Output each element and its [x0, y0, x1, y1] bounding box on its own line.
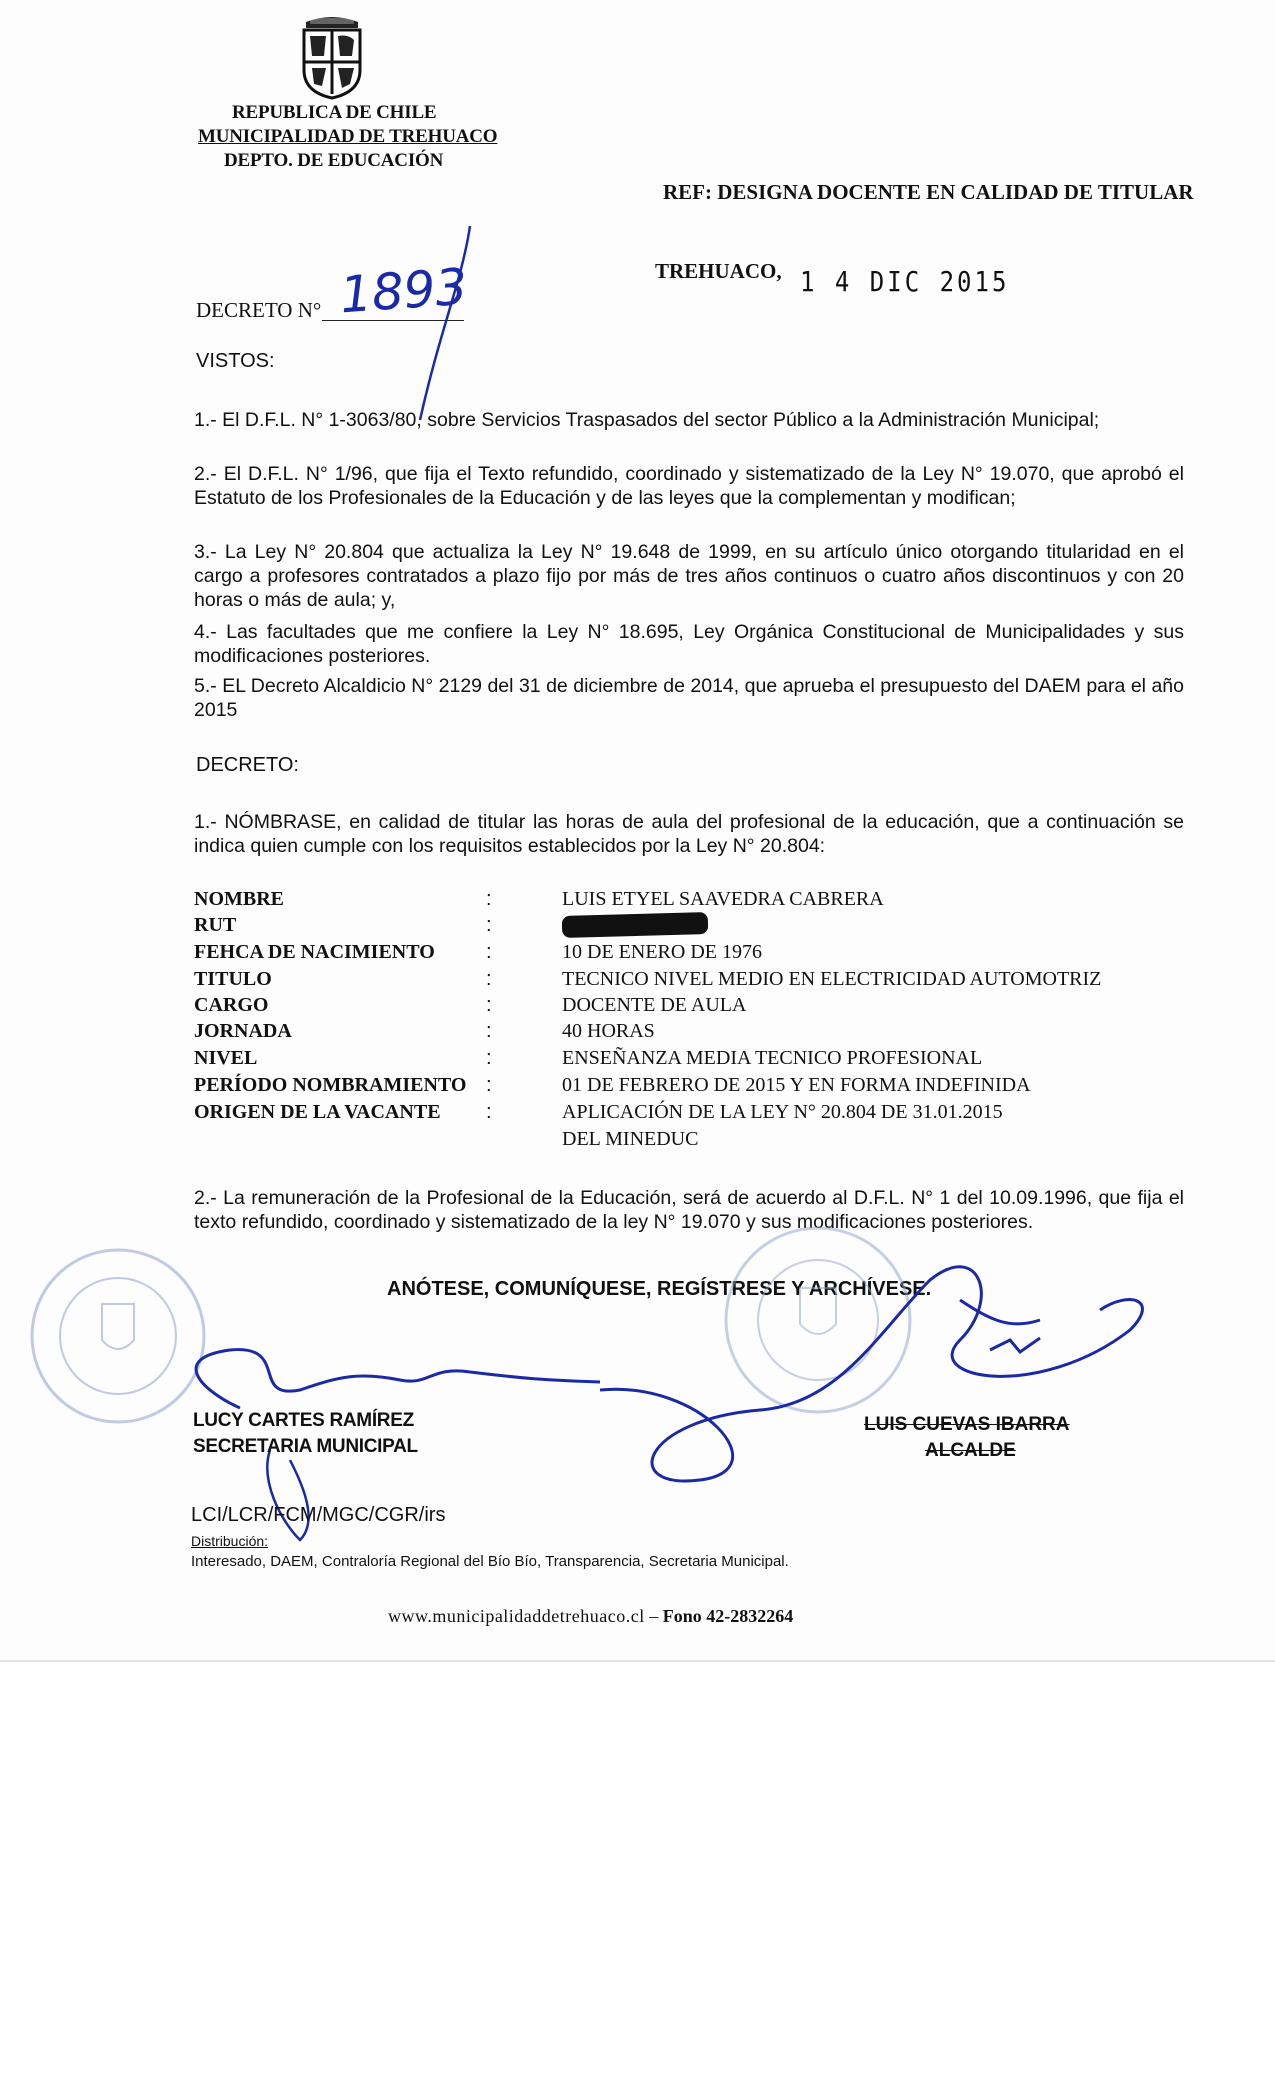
- details-label: TITULO: [194, 968, 272, 990]
- mayor-seal: [726, 1228, 910, 1412]
- details-label: PERÍODO NOMBRAMIENTO: [194, 1074, 467, 1096]
- footer-separator: –: [649, 1606, 659, 1626]
- details-separator: :: [486, 1101, 492, 1123]
- header-municipality: MUNICIPALIDAD DE TREHUACO: [198, 126, 498, 147]
- details-separator: :: [486, 1020, 492, 1042]
- header-department: DEPTO. DE EDUCACIÓN: [224, 150, 444, 171]
- secretary-name: LUCY CARTES RAMÍREZ: [193, 1410, 414, 1431]
- details-row: [194, 888, 1154, 914]
- details-label: FEHCA DE NACIMIENTO: [194, 941, 435, 963]
- vistos-item-4: 4.- Las facultades que me confiere la Ley N° 18.695, Ley Orgánica Constitucional de Municipalidades y sus modificaciones posteriores.: [194, 621, 1184, 667]
- responsibility-initials: LCI/LCR/FCM/MGC/CGR/irs: [191, 1504, 446, 1526]
- decreto-item-2: 2.- La remuneración de la Profesional de la Educación, será de acuerdo al D.F.L. N° 1 del 10.09.1996, que fija el texto refundido, coordinado y sistematizado de la ley N° 19.070 y sus modificaciones posteriores.: [194, 1187, 1184, 1233]
- details-row: [194, 914, 1154, 940]
- footer-phone: Fono 42-2832264: [662, 1606, 794, 1626]
- vistos-item-3: 3.- La Ley N° 20.804 que actualiza la Ley N° 19.648 de 1999, en su artículo único otorgando titularidad en el cargo a profesores contratados a plazo fijo por más de tres años continuos o cuatro años discontinuos y con 20 horas o más de aula; y,: [194, 541, 1184, 611]
- vistos-heading: VISTOS:: [196, 350, 275, 372]
- details-row: [194, 994, 1154, 1020]
- details-row: [194, 1074, 1154, 1100]
- decreto-item-1: 1.- NÓMBRASE, en calidad de titular las horas de aula del profesional de la educación, que a continuación se indica quien cumple con los requisitos establecidos por la Ley N° 20.804:: [194, 811, 1184, 857]
- details-row: [194, 941, 1154, 967]
- vistos-item-2: 2.- El D.F.L. N° 1/96, que fija el Texto refundido, coordinado y sistematizado de la Ley N° 19.070, que aprobó el Estatuto de los Profesionales de la Educación y de las leyes que la complementan y modifican;: [194, 463, 1184, 509]
- decreto-heading: DECRETO:: [196, 754, 299, 776]
- details-label: JORNADA: [194, 1020, 292, 1042]
- details-separator: :: [486, 994, 492, 1016]
- details-value: TECNICO NIVEL MEDIO EN ELECTRICIDAD AUTOMOTRIZ: [562, 968, 1102, 990]
- details-separator: :: [486, 941, 492, 963]
- distribution-label: Distribución:: [191, 1533, 269, 1549]
- details-label: NOMBRE: [194, 888, 284, 910]
- secretary-signature: [196, 1350, 600, 1408]
- details-row: [194, 1047, 1154, 1073]
- details-label: ORIGEN DE LA VACANTE: [194, 1101, 441, 1123]
- details-row: [194, 1128, 1154, 1154]
- details-row: [194, 968, 1154, 994]
- reference-title: REF: DESIGNA DOCENTE EN CALIDAD DE TITULAR: [663, 180, 1194, 204]
- vistos-item-5: 5.- EL Decreto Alcaldicio N° 2129 del 31 de diciembre de 2014, que aprueba el presupuesto del DAEM para el año 2015: [194, 675, 1184, 721]
- details-label: NIVEL: [194, 1047, 258, 1069]
- vistos-item-1: 1.- El D.F.L. N° 1-3063/80, sobre Servicios Traspasados del sector Público a la Administración Municipal;: [194, 409, 1100, 431]
- date-stamp: 1 4 DIC 2015: [800, 265, 1010, 299]
- decree-number-rule: [322, 320, 464, 321]
- details-value: 40 HORAS: [562, 1020, 655, 1042]
- place-label: TREHUACO,: [655, 259, 782, 283]
- details-value: LUIS ETYEL SAAVEDRA CABRERA: [562, 888, 884, 910]
- details-row: [194, 1101, 1154, 1127]
- details-value: DOCENTE DE AULA: [562, 994, 747, 1016]
- decree-number: 1893: [338, 257, 470, 325]
- details-separator: :: [486, 914, 492, 936]
- details-value: ENSEÑANZA MEDIA TECNICO PROFESIONAL: [562, 1047, 983, 1069]
- decree-number-label: DECRETO N°: [196, 298, 322, 322]
- secretary-title: SECRETARIA MUNICIPAL: [193, 1436, 418, 1457]
- details-value: [562, 914, 708, 939]
- closing-formula: ANÓTESE, COMUNÍQUESE, REGÍSTRESE Y ARCHÍVESE.: [387, 1278, 932, 1300]
- decree-number-slash: [420, 226, 470, 420]
- municipal-secretary-seal: [32, 1250, 204, 1422]
- details-value: APLICACIÓN DE LA LEY N° 20.804 DE 31.01.2015: [562, 1101, 1003, 1123]
- coat-of-arms-icon: [296, 14, 368, 100]
- details-label: CARGO: [194, 994, 269, 1016]
- mayor-title: ALCALDE: [925, 1440, 1016, 1461]
- header-republic: REPUBLICA DE CHILE: [232, 102, 437, 123]
- details-row: [194, 1020, 1154, 1046]
- details-label: RUT: [194, 914, 237, 936]
- distribution-list: Interesado, DAEM, Contraloría Regional del Bío Bío, Transparencia, Secretaria Municipal.: [191, 1553, 789, 1570]
- details-separator: :: [486, 1047, 492, 1069]
- mayor-name: LUIS CUEVAS IBARRA: [864, 1414, 1070, 1435]
- details-separator: :: [486, 888, 492, 910]
- footer-website: www.municipalidaddetrehuaco.cl: [388, 1606, 645, 1626]
- details-value: 01 DE FEBRERO DE 2015 Y EN FORMA INDEFINIDA: [562, 1074, 1031, 1096]
- footer: [388, 1606, 793, 1627]
- details-separator: :: [486, 968, 492, 990]
- details-value: 10 DE ENERO DE 1976: [562, 941, 762, 963]
- details-value: DEL MINEDUC: [562, 1128, 699, 1150]
- redaction-mark: [562, 912, 709, 938]
- details-separator: :: [486, 1074, 492, 1096]
